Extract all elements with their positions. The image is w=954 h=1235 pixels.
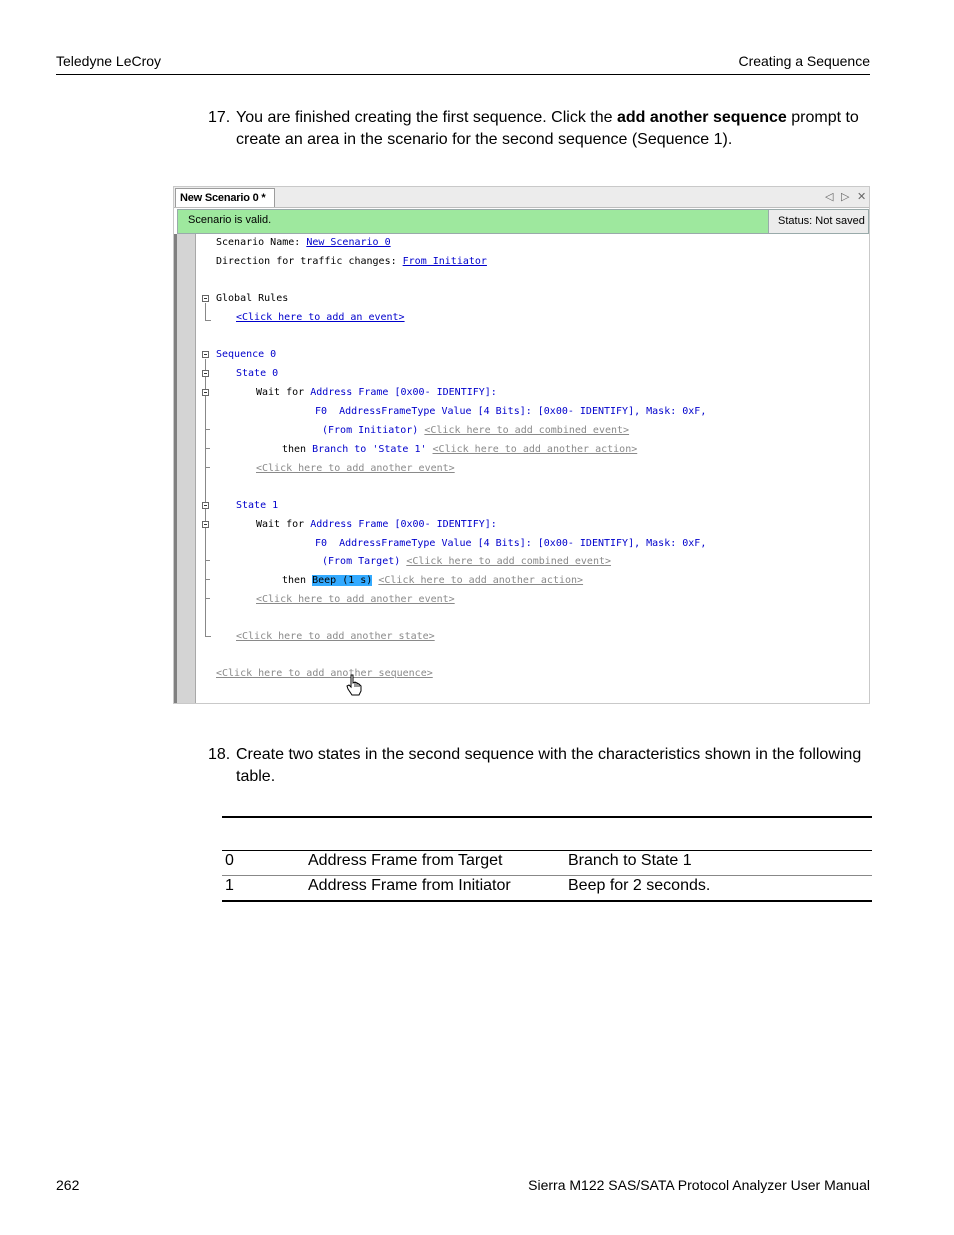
table-cell: Branch to State 1 [568, 852, 692, 869]
tree-line [205, 636, 211, 637]
wait-for-line [256, 519, 497, 531]
scenario-name-label: Scenario Name: [216, 237, 307, 248]
step-17-text-after: prompt to create an area in the scenario for the second sequence (Sequence 1). [236, 109, 859, 148]
add-another-event-link[interactable]: <Click here to add another event> [256, 463, 455, 474]
tab-new-scenario[interactable]: New Scenario 0 * [175, 188, 275, 207]
branch-action: Branch to 'State 1' [312, 444, 427, 455]
table-bottom-rule [222, 900, 872, 902]
header-left: Teledyne LeCroy [56, 53, 162, 69]
wait-for-line [256, 387, 497, 399]
tree-line [205, 560, 210, 561]
address-frame-label: Address Frame [0x00- IDENTIFY]: [310, 519, 497, 530]
f0-label: F0 [315, 406, 328, 417]
add-another-event-link[interactable]: <Click here to add another event> [256, 594, 455, 605]
add-another-action-link[interactable]: <Click here to add another action> [378, 575, 584, 586]
header-rule [56, 74, 870, 75]
table-cell: 0 [225, 852, 234, 869]
global-rules-label: Global Rules [216, 293, 289, 304]
add-event-link[interactable]: <Click here to add an event> [236, 312, 405, 323]
direction-line [216, 256, 487, 268]
table-cell: Address Frame from Target [308, 852, 503, 869]
step-17-number: 17. [208, 109, 231, 126]
close-icon[interactable]: ✕ [857, 191, 867, 203]
wait-for-label: Wait for [256, 519, 311, 530]
scenario-name-line [216, 237, 391, 249]
state-0-label: State 0 [236, 368, 279, 379]
step-17 [208, 107, 870, 153]
collapse-icon[interactable] [202, 295, 209, 302]
direction-link[interactable]: From Initiator [402, 256, 487, 267]
status-bar [177, 209, 869, 234]
from-initiator-line [322, 425, 629, 437]
table-top-rule [222, 816, 872, 818]
address-frame-label: Address Frame [0x00- IDENTIFY]: [310, 387, 497, 398]
frame-detail: AddressFrameType Value [4 Bits]: [0x00- IDENTIFY], Mask: 0xF, [339, 538, 707, 549]
table-row-rule [222, 875, 872, 876]
scroll-left-icon[interactable]: ◁ [825, 191, 834, 203]
table-cell: 1 [225, 877, 234, 894]
collapse-icon[interactable] [202, 370, 209, 377]
table-header-rule [222, 850, 872, 851]
step-17-text [236, 107, 876, 151]
then-label: then [282, 444, 313, 455]
header-right: Creating a Sequence [738, 53, 870, 69]
frame-detail-line [315, 406, 706, 418]
editor-gutter [177, 234, 196, 704]
scenario-name-link[interactable]: New Scenario 0 [306, 237, 391, 248]
tree-line [205, 359, 206, 637]
state-1-label: State 1 [236, 500, 279, 511]
status-message: Scenario is valid. [188, 214, 272, 226]
from-target-label: (From Target) [322, 556, 401, 567]
table-cell: Address Frame from Initiator [308, 877, 511, 894]
collapse-icon[interactable] [202, 389, 209, 396]
tree-line [205, 429, 210, 430]
tree-line [205, 448, 210, 449]
tree-line [205, 598, 210, 599]
wait-for-label: Wait for [256, 387, 311, 398]
from-initiator-label: (From Initiator) [322, 425, 419, 436]
collapse-icon[interactable] [202, 502, 209, 509]
add-combined-event-link[interactable]: <Click here to add combined event> [424, 425, 630, 436]
tab-bar [174, 187, 869, 208]
hand-cursor-icon [346, 674, 362, 696]
scenario-editor-screenshot [173, 186, 870, 704]
add-another-sequence-link[interactable]: <Click here to add another sequence> [216, 668, 433, 679]
collapse-icon[interactable] [202, 521, 209, 528]
tree-line [205, 579, 210, 580]
sequence-0-label: Sequence 0 [216, 349, 277, 360]
from-target-line [322, 556, 611, 568]
step-18 [208, 744, 870, 790]
step-17-text-before: You are finished creating the first sequence. Click the [236, 109, 617, 126]
step-18-number: 18. [208, 746, 231, 763]
collapse-icon[interactable] [202, 351, 209, 358]
direction-label: Direction for traffic changes: [216, 256, 403, 267]
tree-line [205, 303, 206, 321]
add-another-action-link[interactable]: <Click here to add another action> [432, 444, 638, 455]
then-label: then [282, 575, 313, 586]
frame-detail-line [315, 538, 706, 550]
add-combined-event-link[interactable]: <Click here to add combined event> [406, 556, 612, 567]
scroll-right-icon[interactable]: ▷ [841, 191, 850, 203]
tree-line [205, 320, 211, 321]
status-saved: Status: Not saved [768, 210, 868, 233]
page-number: 262 [56, 1177, 80, 1193]
f0-label: F0 [315, 538, 328, 549]
step-18-text: Create two states in the second sequence with the characteristics shown in the following table. [236, 746, 862, 785]
frame-detail: AddressFrameType Value [4 Bits]: [0x00- IDENTIFY], Mask: 0xF, [339, 406, 707, 417]
step-17-text-bold: add another sequence [616, 109, 787, 126]
then-beep-line [282, 575, 583, 587]
manual-title: Sierra M122 SAS/SATA Protocol Analyzer User Manual [528, 1177, 870, 1193]
tree-line [205, 467, 210, 468]
table-cell: Beep for 2 seconds. [568, 877, 711, 894]
add-another-state-link[interactable]: <Click here to add another state> [236, 631, 435, 642]
then-branch-line [282, 444, 637, 456]
beep-action-selected[interactable]: Beep (1 s) [312, 575, 373, 586]
